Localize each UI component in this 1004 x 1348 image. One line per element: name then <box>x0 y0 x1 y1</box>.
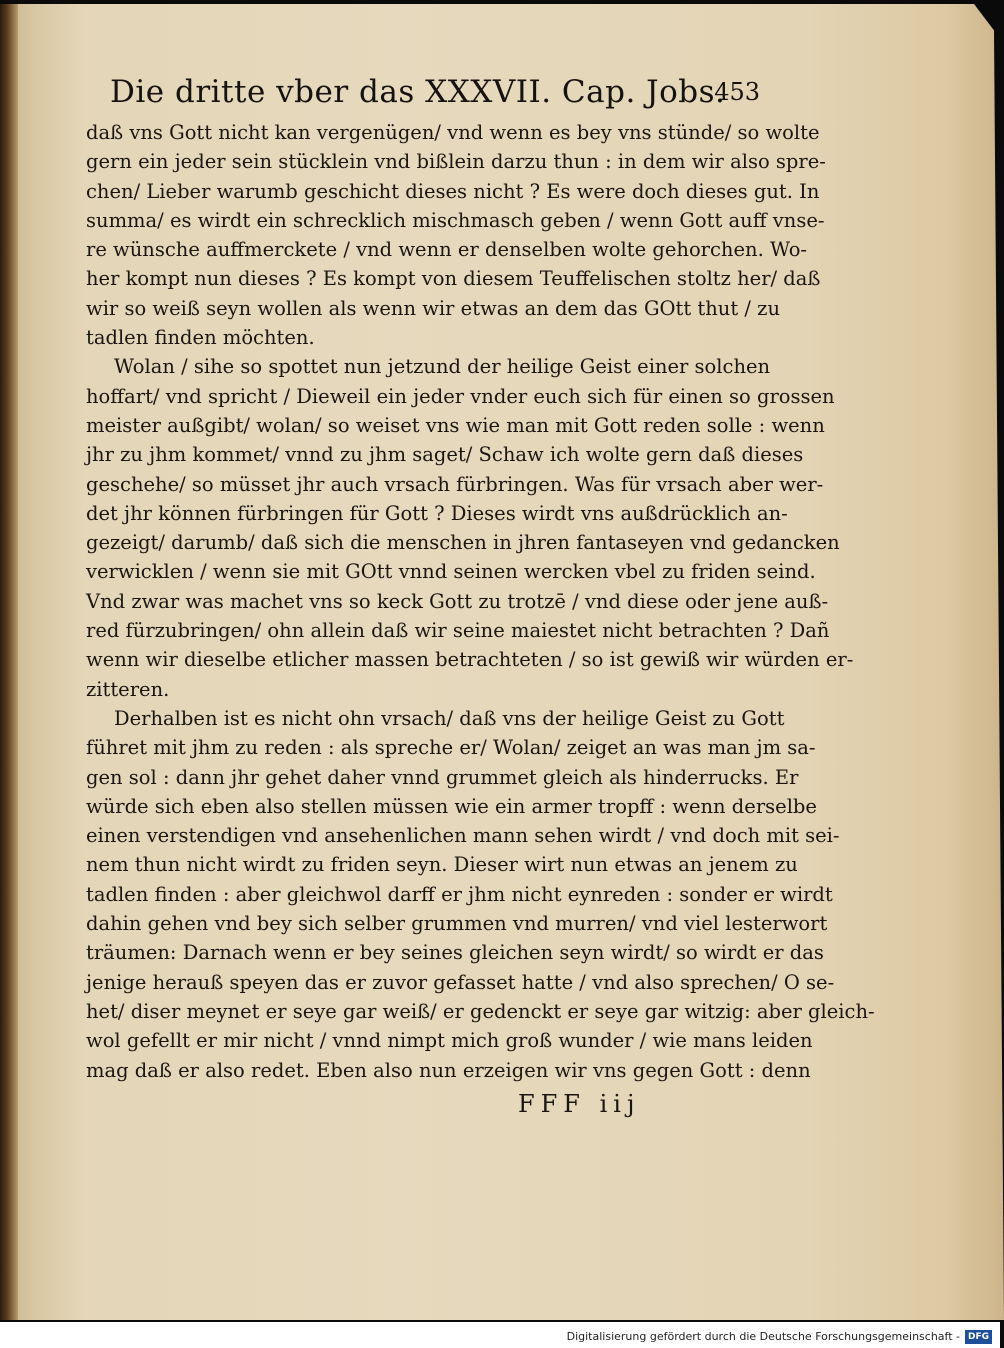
text-line: dahin gehen vnd bey sich selber grummen vnd murren/ vnd viel lesterwort <box>86 912 828 936</box>
signature-mark: FFF iij <box>518 1090 641 1118</box>
text-line: het/ diser meynet er seye gar weiß/ er gedenckt er seye gar witzig: aber gleich- <box>86 999 875 1023</box>
text-line: gezeigt/ darumb/ daß sich die menschen in jhren fantaseyen vnd gedancken <box>86 531 840 555</box>
text-line: daß vns Gott nicht kan vergenügen/ vnd wenn es bey vns stünde/ so wolte <box>86 121 820 144</box>
text-line: zitteren. <box>86 677 170 701</box>
funding-credit: Digitalisierung gefördert durch die Deutsche Forschungsgemeinschaft - <box>566 1330 960 1343</box>
text-line: summa/ es wirdt ein schrecklich mischmasch geben / wenn Gott auff vnse- <box>86 208 825 232</box>
text-line: hoffart/ vnd spricht / Dieweil ein jeder vnder euch sich für einen so grossen <box>86 384 835 408</box>
text-line: red fürzubringen/ ohn allein daß wir seine maiestet nicht betrachten ? Dañ <box>86 619 830 643</box>
text-line: wir so weiß seyn wollen als wenn wir etwas an dem das GOtt thut / zu <box>86 296 781 320</box>
text-line: her kompt nun dieses ? Es kompt von diesem Teuffelischen stoltz her/ daß <box>86 267 821 291</box>
text-line: det jhr können fürbringen für Gott ? Dieses wirdt vns außdrücklich an- <box>86 501 788 525</box>
text-line: tadlen finden möchten. <box>86 326 315 350</box>
text-line: würde sich eben also stellen müssen wie ein armer tropff : wenn derselbe <box>86 794 817 818</box>
text-line: geschehe/ so müsset jhr auch vrsach fürbringen. Was für vrsach aber wer- <box>86 472 824 496</box>
text-line: chen/ Lieber warumb geschicht dieses nicht ? Es were doch dieses gut. In <box>86 179 820 203</box>
text-line: träumen: Darnach wenn er bey seines gleichen seyn wirdt/ so wirdt er das <box>86 941 824 965</box>
text-line: gern ein jeder sein stücklein vnd bißlein darzu thun : in dem wir also spre- <box>86 150 826 174</box>
text-line: nem thun nicht wirdt zu friden seyn. Dieser wirt nun etwas an jenem zu <box>86 853 798 877</box>
text-line: re wünsche auffmerckete / vnd wenn er denselben wolte gehorchen. Wo- <box>86 238 808 262</box>
text-line: Derhalben ist es nicht ohn vrsach/ daß vns der heilige Geist zu Gott <box>114 706 785 730</box>
running-head <box>110 70 760 120</box>
text-line: führet mit jhm zu reden : als spreche er/ Wolan/ zeiget an was man jm sa- <box>86 736 816 760</box>
text-line: wol gefellt er mir nicht / vnnd nimpt mich groß wunder / wie mans leiden <box>86 1029 813 1053</box>
text-line: jhr zu jhm kommet/ vnnd zu jhm saget/ Schaw ich wolte gern daß dieses <box>86 443 804 467</box>
text-line: mag daß er also redet. Eben also nun erzeigen wir vns gegen Gott : denn <box>86 1058 811 1082</box>
dfg-logo[interactable]: DFG <box>965 1330 992 1344</box>
text-line: verwicklen / wenn sie mit GOtt vnnd seinen wercken vbel zu friden seind. <box>86 560 816 584</box>
text-line: einen verstendigen vnd ansehenlichen mann sehen wirdt / vnd doch mit sei- <box>86 824 840 848</box>
binding-edge <box>0 4 18 1320</box>
text-line: wenn wir dieselbe etlicher massen betrachteten / so ist gewiß wir würden er- <box>86 648 854 672</box>
page-number: 453 <box>714 78 760 106</box>
text-line: tadlen finden : aber gleichwol darff er jhm nicht eynreden : sonder er wirdt <box>86 882 833 906</box>
text-line: gen sol : dann jhr gehet daher vnnd grummet gleich als hinderrucks. Er <box>86 765 799 789</box>
running-head-title: Die dritte vber das XXXVII. Cap. Jobs. <box>110 74 726 110</box>
text-line: Vnd zwar was machet vns so keck Gott zu trotzē / vnd diese oder jene auß- <box>86 589 829 613</box>
text-line: Wolan / sihe so spottet nun jetzund der heilige Geist einer solchen <box>114 355 771 379</box>
body-text <box>86 118 875 1085</box>
text-line: jenige herauß speyen das er zuvor gefasset hatte / vnd also sprechen/ O se- <box>86 970 835 994</box>
text-line: meister außgibt/ wolan/ so weiset vns wie man mit Gott reden solle : wenn <box>86 413 825 437</box>
